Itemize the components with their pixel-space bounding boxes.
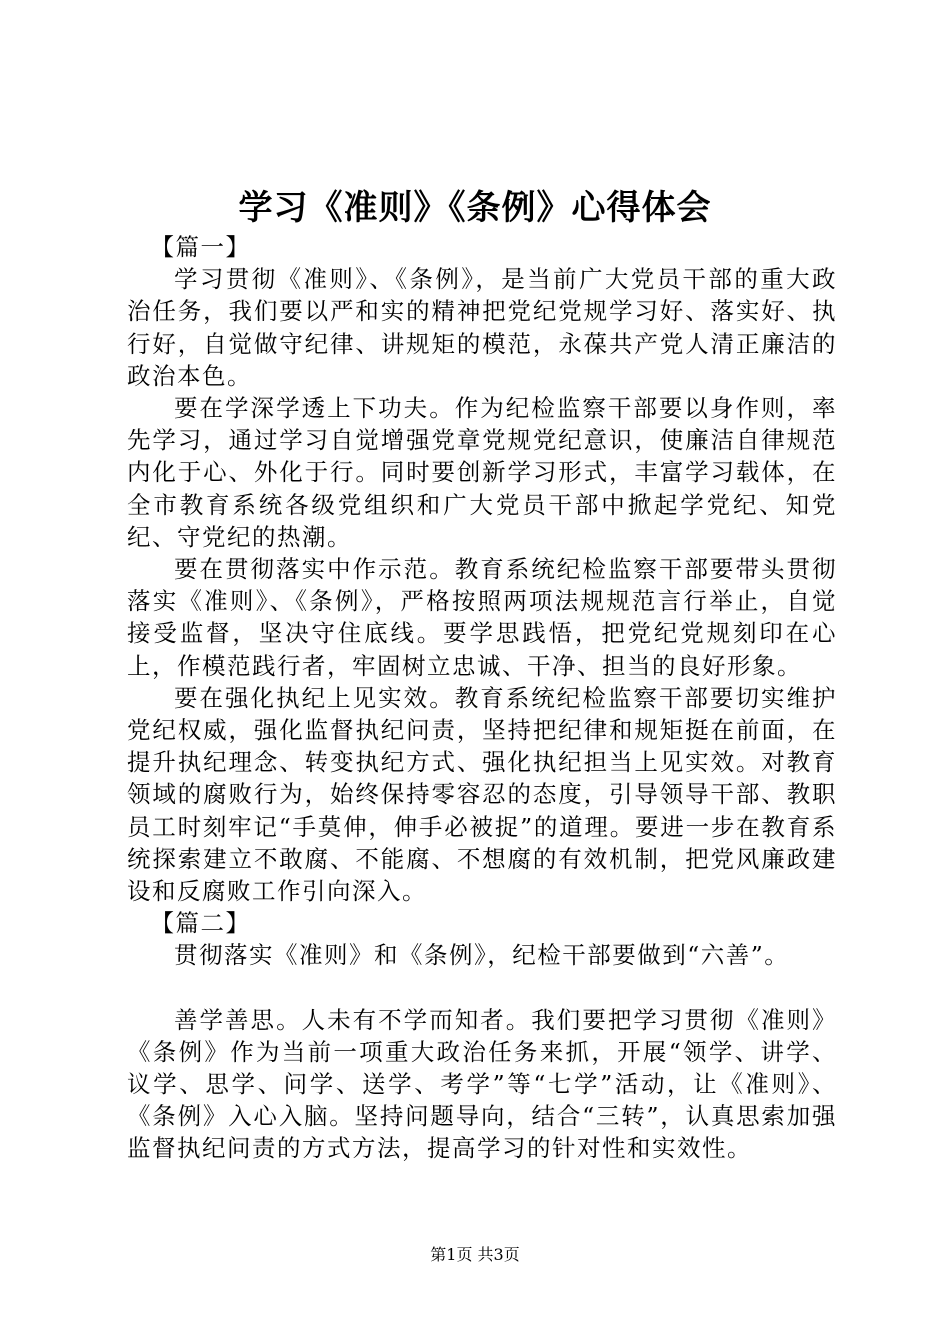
paragraph: 要在学深学透上下功夫。作为纪检监察干部要以身作则，率先学习，通过学习自觉增强党章党规党纪意识，使廉洁自律规范内化于心、外化于行。同时要创新学习形式，丰富学习载体，在全市教育系统各级党组织和广大党员干部中掀起学党纪、知党纪、守党纪的热潮。 [127,394,837,551]
paragraph: 善学善思。人未有不学而知者。我们要把学习贯彻《准则》《条例》作为当前一项重大政治任务来抓，开展“领学、讲学、议学、思学、问学、送学、考学”等“七学”活动，让《准则》、《条例》入心入脑。坚持问题导向，结合“三转”，认真思索加强监督执纪问责的方式方法，提高学习的针对性和实效性。 [127,1005,837,1163]
document-body [127,231,837,1165]
paragraph: 贯彻落实《准则》和《条例》，纪检干部要做到“六善”。 [174,941,790,970]
paragraph: 要在强化执纪上见实效。教育系统纪检监察干部要切实维护党纪权威，强化监督执纪问责，坚持把纪律和规矩挺在前面，在提升执纪理念、转变执纪方式、强化执纪担当上见实效。对教育领域的腐败行为，始终保持零容忍的态度，引导领导干部、教职员工时刻牢记“手莫伸，伸手必被捉”的道理。要进一步在教育系统探索建立不敢腐、不能腐、不想腐的有效机制，把党风廉政建设和反腐败工作引向深入。 [127,683,837,906]
section-heading-2: 【篇二】 [150,909,251,938]
paragraph: 要在贯彻落实中作示范。教育系统纪检监察干部要带头贯彻落实《准则》、《条例》，严格按照两项法规规范言行举止，自觉接受监督，坚决守住底线。要学思践悟，把党纪党规刻印在心上，作模范践行者，牢固树立忠诚、干净、担当的良好形象。 [127,555,837,680]
document-title: 学习《准则》《条例》心得体会 [238,188,712,228]
section-heading-1: 【篇一】 [150,233,251,261]
page-footer: 第1页 共3页 [430,1245,520,1264]
paragraph: 学习贯彻《准则》、《条例》，是当前广大党员干部的重大政治任务，我们要以严和实的精神把党纪党规学习好、落实好、执行好，自觉做守纪律、讲规矩的模范，永葆共产党人清正廉洁的政治本色。 [127,265,837,390]
